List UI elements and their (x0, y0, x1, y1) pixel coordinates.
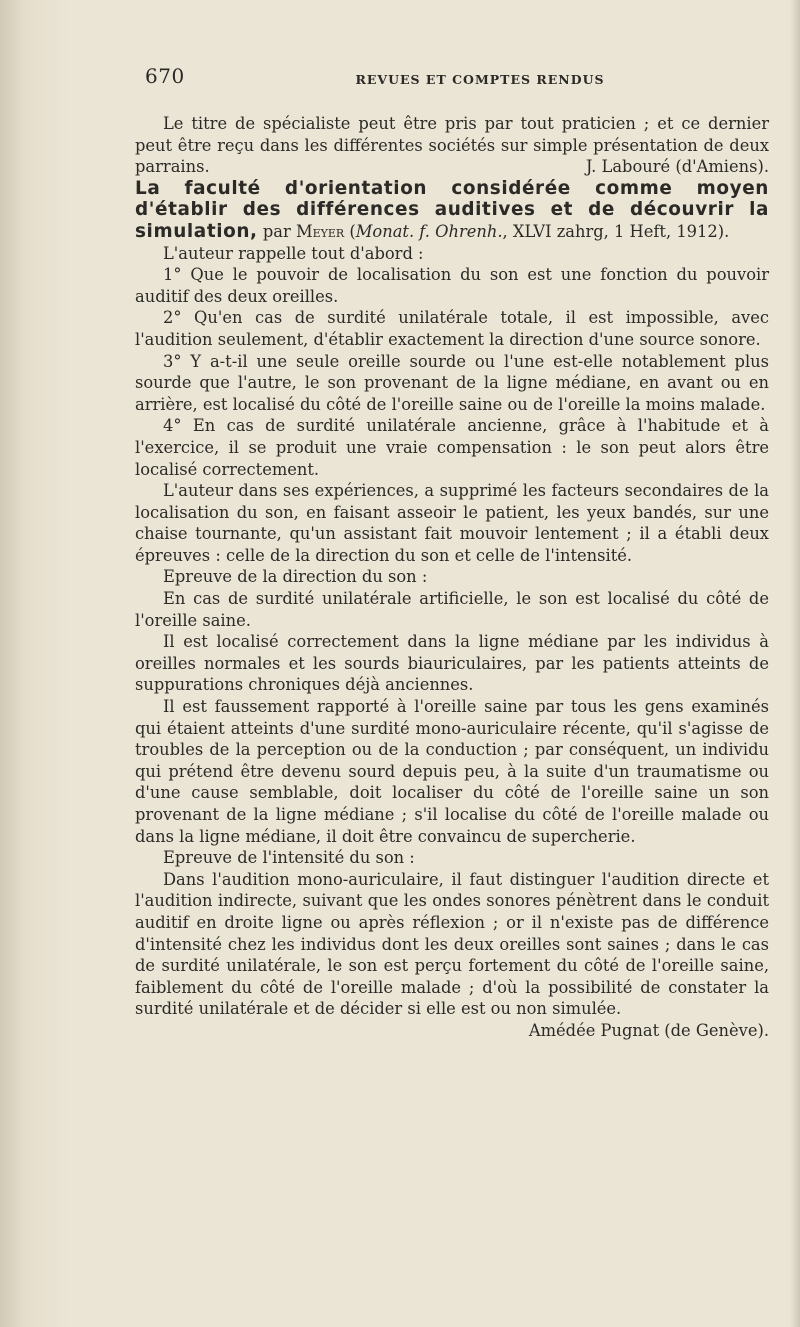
closing-signature: Amédée Pugnat (de Genève). (528, 1020, 769, 1040)
page-header (145, 64, 775, 92)
intro-text: Le titre de spécialiste peut être pris par tout praticien ; et ce dernier peut être reçu dans les différentes sociétés sur simple présentation de deux parrains. (135, 114, 769, 177)
running-title: REVUES ET COMPTES RENDUS (355, 72, 605, 87)
paragraph: 2° Qu'en cas de surdité unilatérale totale, il est impossible, avec l'audition seulement, d'établir exactement la direction d'une source sonore. (135, 308, 769, 349)
paragraph: Il est faussement rapporté à l'oreille saine par tous les gens examinés qui étaient atteints d'une surdité mono-auriculaire récente, qu'il s'agisse de troubles de la perception ou de la conduction ; par conséquent, un individu qui prétend être devenu sourd depuis peu, à la suite d'un traumatisme ou d'une cause semblable, doit localiser du côté de l'oreille saine un son provenant de la ligne médiane ; s'il localise du côté de l'oreille malade ou dans la ligne médiane, il doit être convaincu de supercherie. (135, 697, 769, 846)
body-text (135, 113, 769, 1042)
article-citation: , XLVI zahrg, 1 Heft, 1912). (502, 221, 730, 241)
article-heading: La faculté d'orientation considérée comme moyen d'établir des différences auditives et de découvrir la simulation, par Meyer (Monat. f. Ohrenh., XLVI zahrg, 1 Heft, 1912). (135, 177, 769, 242)
paragraph: L'auteur rappelle tout d'abord : (163, 243, 424, 263)
last-paragraph-text: Dans l'audition mono-auriculaire, il faut distinguer l'audition directe et l'audition indirecte, suivant que les ondes sonores pénètrent dans le conduit auditif en droite ligne ou après réflexion ; or il n'existe pas de différence d'intensité chez les individus dont les deux oreilles sont saines ; dans le cas de surdité unilatérale, le son est perçu fortement du côté de l'oreille saine, faiblement du côté de l'oreille malade ; d'où la possibilité de constater la surdité unilatérale et de décider si elle est ou non simulée. (135, 869, 769, 1019)
article-title: La faculté d'orientation considérée comme moyen d'établir des différences auditives et de découvrir la simulation, (135, 177, 769, 242)
paragraph: Il est localisé correctement dans la ligne médiane par les individus à oreilles normales et les sourds biauriculaires, par les patients atteints de suppurations chroniques déjà anciennes. (135, 632, 769, 695)
intro-paragraph (135, 113, 769, 178)
paragraph: 4° En cas de surdité unilatérale ancienne, grâce à l'habitude et à l'exercice, il se produit une vraie compensation : le son peut alors être localisé correctement. (135, 416, 769, 479)
article-author: Meyer (295, 221, 345, 241)
paragraph: 1° Que le pouvoir de localisation du son est une fonction du pouvoir auditif des deux oreilles. (135, 265, 769, 306)
article-journal: Monat. f. Ohrenh. (355, 221, 503, 241)
last-paragraph (135, 869, 769, 1040)
subheading: Epreuve de la direction du son : (163, 567, 428, 587)
subheading: Epreuve de l'intensité du son : (163, 848, 415, 868)
intro-signature: J. Labouré (d'Amiens). (585, 157, 769, 177)
paragraph: 3° Y a-t-il une seule oreille sourde ou l'une est-elle notablement plus sourde que l'autre, le son provenant de la ligne médiane, en avant ou en arrière, est localisé du côté de l'oreille saine ou de l'oreille la moins malade. (135, 351, 769, 414)
page-number: 670 (145, 64, 185, 88)
article-by: par (262, 221, 291, 241)
paragraph: En cas de surdité unilatérale artificielle, le son est localisé du côté de l'oreille saine. (135, 589, 769, 630)
paragraph: L'auteur dans ses expériences, a supprimé les facteurs secondaires de la localisation du son, en faisant asseoir le patient, les yeux bandés, sur une chaise tournante, qu'un assistant fait mouvoir lentement ; il a établi deux épreuves : celle de la direction du son et celle de l'intensité. (135, 481, 769, 565)
